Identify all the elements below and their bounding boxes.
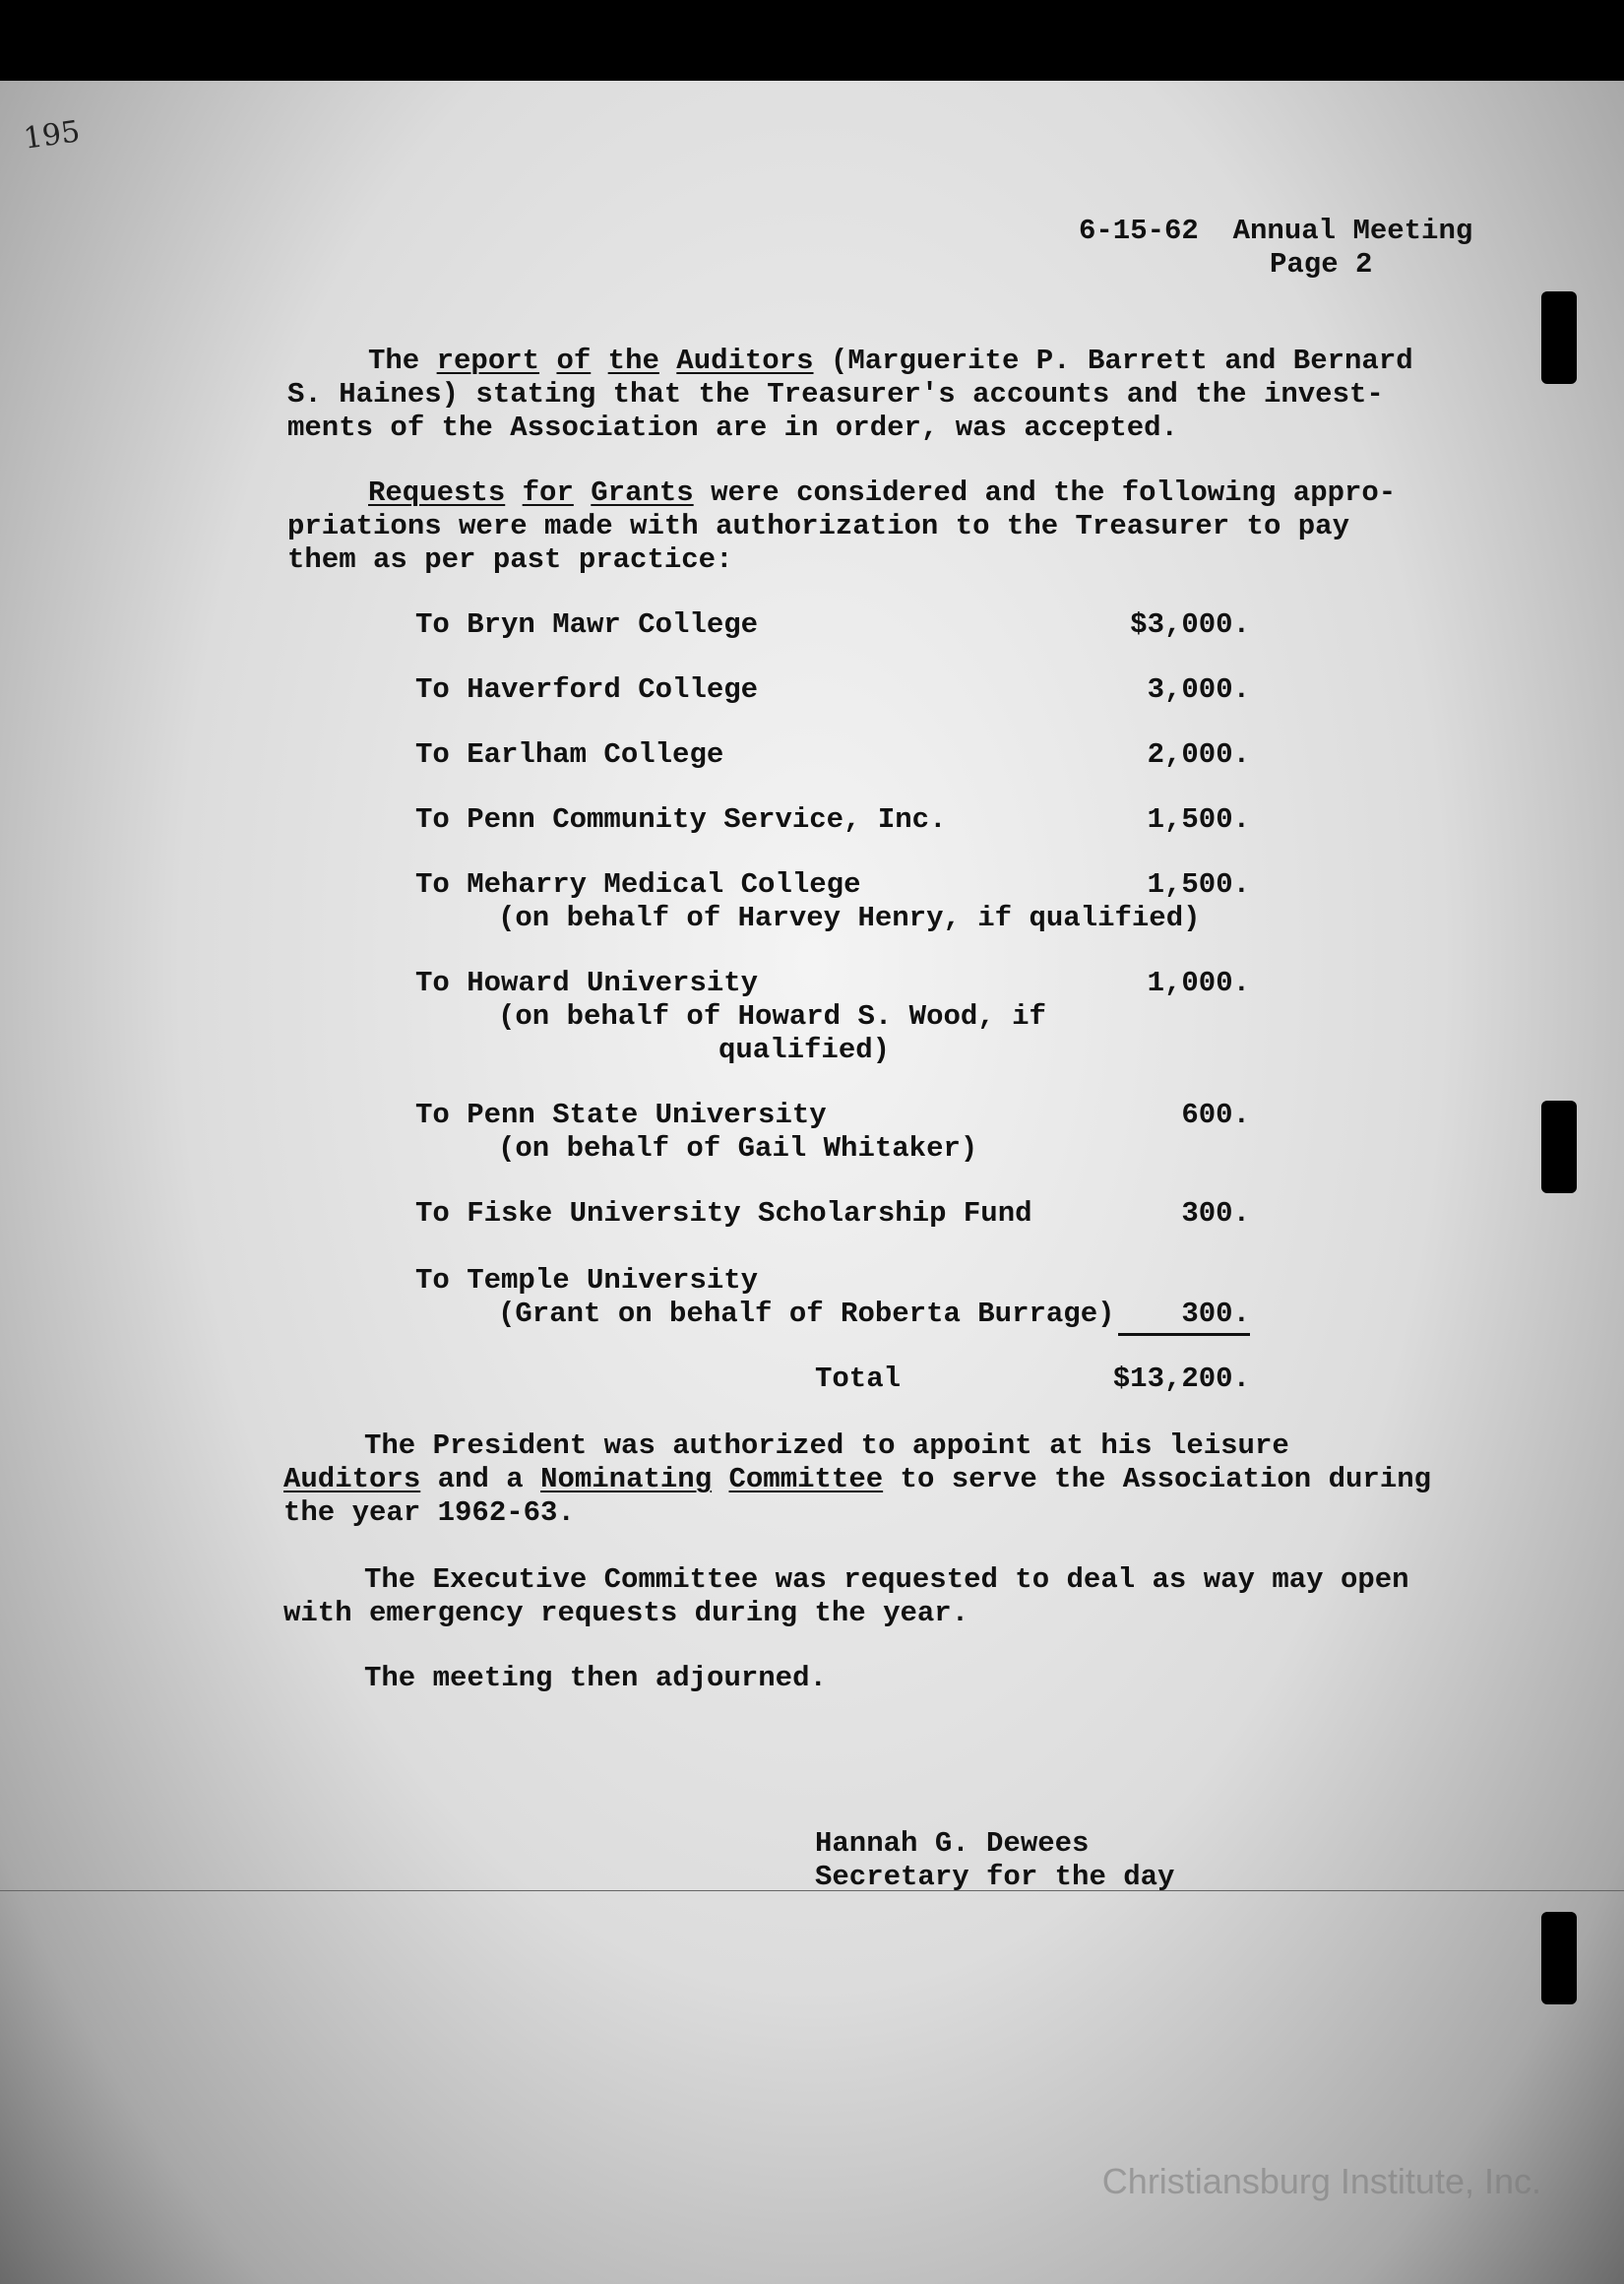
underlined-word: Nominating: [540, 1463, 713, 1495]
grant-name: To Haverford College: [415, 673, 759, 706]
header-page-number: Page 2: [1270, 248, 1373, 281]
underlined-word: the: [607, 345, 659, 377]
grant-name: To Penn State University: [415, 1099, 827, 1131]
grant-name: To Earlham College: [415, 738, 724, 771]
president-line-2: [283, 1463, 1431, 1496]
grant-amount: 3,000.: [1147, 673, 1250, 706]
grant-amount: 600.: [1181, 1099, 1250, 1131]
grants-line-3: them as per past practice:: [287, 543, 733, 576]
underlined-word: report: [436, 345, 540, 377]
text: (Marguerite P. Barrett and Bernard: [813, 345, 1413, 377]
underlined-word: of: [556, 345, 592, 377]
grants-line-1: [368, 476, 1396, 510]
grant-amount: 2,000.: [1147, 738, 1250, 771]
handwritten-page-number: 195: [21, 114, 83, 157]
watermark: Christiansburg Institute, Inc.: [1101, 2161, 1541, 2201]
auditors-line-2: S. Haines) stating that the Treasurer's accounts and the invest-: [287, 378, 1384, 411]
grant-note: (Grant on behalf of Roberta Burrage): [498, 1298, 1115, 1330]
grant-name: To Meharry Medical College: [415, 868, 861, 901]
executive-line-1: The Executive Committee was requested to deal as way may open: [364, 1563, 1409, 1596]
total-amount: $13,200.: [1112, 1363, 1250, 1395]
grants-line-2: priations were made with authorization to the Treasurer to pay: [287, 510, 1349, 542]
grant-note-cont: qualified): [718, 1034, 891, 1066]
grant-note: (on behalf of Gail Whitaker): [498, 1132, 978, 1165]
underlined-word: Auditors: [283, 1463, 421, 1495]
total-rule: [1118, 1333, 1250, 1336]
total-label: Total: [815, 1363, 902, 1395]
grant-amount: 1,500.: [1147, 803, 1250, 836]
fold-line: [0, 1890, 1624, 1891]
binder-hole-middle: [1541, 1101, 1577, 1193]
underlined-word: Auditors: [676, 345, 814, 377]
text: and a: [420, 1463, 541, 1495]
underlined-word: for: [522, 476, 574, 509]
underlined-word: Requests: [368, 476, 506, 509]
grant-name: To Bryn Mawr College: [415, 608, 759, 641]
signature-title: Secretary for the day: [815, 1861, 1175, 1893]
auditors-line-1: [368, 345, 1413, 378]
grant-note: (on behalf of Howard S. Wood, if: [498, 1000, 1046, 1033]
binder-hole-bottom: [1541, 1912, 1577, 2004]
grant-amount: $3,000.: [1130, 608, 1250, 641]
text: were considered and the following appro-: [693, 476, 1397, 509]
president-line-3: the year 1962-63.: [283, 1496, 575, 1529]
auditors-line-3: ments of the Association are in order, was accepted.: [287, 412, 1178, 444]
underlined-word: Grants: [591, 476, 694, 509]
grant-amount: 300.: [1181, 1197, 1250, 1230]
underlined-word: Committee: [728, 1463, 884, 1495]
grant-name: To Temple University: [415, 1264, 759, 1297]
grant-name: To Penn Community Service, Inc.: [415, 803, 947, 836]
grant-name: To Howard University: [415, 967, 759, 999]
grant-amount: 1,500.: [1147, 868, 1250, 901]
binder-hole-top: [1541, 291, 1577, 384]
signature-name: Hannah G. Dewees: [815, 1827, 1090, 1860]
text: to serve the Association during: [883, 1463, 1432, 1495]
adjourn-line: The meeting then adjourned.: [364, 1662, 827, 1694]
text: The: [368, 345, 437, 377]
grant-amount: 300.: [1181, 1298, 1250, 1330]
executive-line-2: with emergency requests during the year.: [283, 1597, 969, 1629]
grant-amount: 1,000.: [1147, 967, 1250, 999]
grant-name: To Fiske University Scholarship Fund: [415, 1197, 1032, 1230]
grant-note: (on behalf of Harvey Henry, if qualified): [498, 902, 1201, 934]
header-date-title: 6-15-62 Annual Meeting: [1079, 215, 1473, 247]
president-line-1: The President was authorized to appoint at his leisure: [364, 1429, 1289, 1462]
